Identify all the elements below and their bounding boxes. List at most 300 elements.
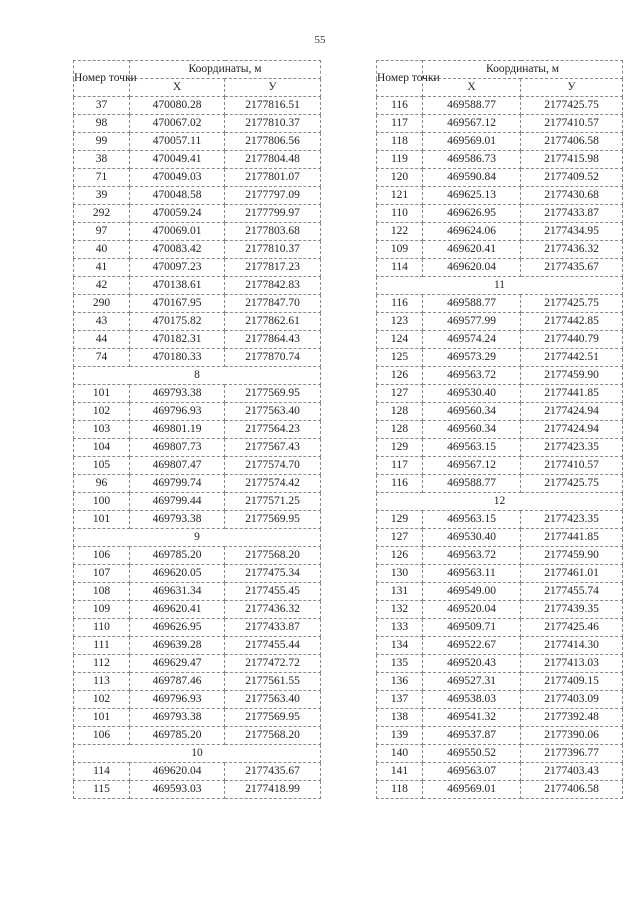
x-coordinate-cell: 469563.15: [423, 439, 521, 457]
table-row: [377, 547, 623, 565]
table-row: [74, 115, 321, 133]
point-number-cell: 102: [74, 691, 130, 709]
x-coordinate-cell: 469626.95: [130, 619, 225, 637]
point-number-cell: 106: [74, 727, 130, 745]
table-row: [74, 727, 321, 745]
y-coordinate-cell: 2177425.75: [521, 97, 623, 115]
y-coordinate-cell: 2177433.87: [225, 619, 321, 637]
point-number-cell: 132: [377, 601, 423, 619]
x-coordinate-cell: 469626.95: [423, 205, 521, 223]
y-coordinate-cell: 2177434.95: [521, 223, 623, 241]
point-number-cell: 140: [377, 745, 423, 763]
x-coordinate-cell: 469801.19: [130, 421, 225, 439]
y-coordinate-cell: 2177406.58: [521, 781, 623, 799]
x-coordinate-cell: 469588.77: [423, 97, 521, 115]
table-row: [377, 97, 623, 115]
y-coordinate-cell: 2177842.83: [225, 277, 321, 295]
y-coordinate-cell: 2177442.51: [521, 349, 623, 367]
point-number-cell: 129: [377, 511, 423, 529]
y-coordinate-cell: 2177475.34: [225, 565, 321, 583]
table-row: [74, 475, 321, 493]
y-coordinate-cell: 2177424.94: [521, 421, 623, 439]
table-row: [74, 547, 321, 565]
table-row: [377, 223, 623, 241]
x-coordinate-cell: 469560.34: [423, 421, 521, 439]
y-coordinate-cell: 2177392.48: [521, 709, 623, 727]
x-coordinate-cell: 469541.32: [423, 709, 521, 727]
point-number-cell: 141: [377, 763, 423, 781]
y-coordinate-cell: 2177568.20: [225, 727, 321, 745]
section-number: 8: [74, 367, 321, 385]
point-number-cell: 44: [74, 331, 130, 349]
x-coordinate-cell: 470138.61: [130, 277, 225, 295]
y-coordinate-cell: 2177810.37: [225, 241, 321, 259]
y-coordinate-cell: 2177862.61: [225, 313, 321, 331]
section-row: [74, 529, 321, 547]
y-coordinate-cell: 2177810.37: [225, 115, 321, 133]
x-coordinate-cell: 469785.20: [130, 547, 225, 565]
x-coordinate-cell: 469620.04: [130, 763, 225, 781]
y-coordinate-cell: 2177567.43: [225, 439, 321, 457]
x-coordinate-cell: 469567.12: [423, 457, 521, 475]
table-row: [377, 241, 623, 259]
y-coordinate-cell: 2177415.98: [521, 151, 623, 169]
y-coordinate-cell: 2177390.06: [521, 727, 623, 745]
y-coordinate-cell: 2177439.35: [521, 601, 623, 619]
point-number-cell: 126: [377, 367, 423, 385]
y-coordinate-cell: 2177409.15: [521, 673, 623, 691]
y-coordinate-cell: 2177459.90: [521, 547, 623, 565]
y-column-header: У: [225, 79, 321, 97]
coordinates-table-right: [376, 60, 623, 799]
y-coordinate-cell: 2177574.42: [225, 475, 321, 493]
x-coordinate-cell: 470083.42: [130, 241, 225, 259]
point-number-cell: 114: [377, 259, 423, 277]
x-coordinate-cell: 469796.93: [130, 691, 225, 709]
coordinates-header: Координаты, м: [423, 61, 623, 79]
point-number-cell: 42: [74, 277, 130, 295]
point-number-cell: 138: [377, 709, 423, 727]
y-coordinate-cell: 2177436.32: [225, 601, 321, 619]
table-row: [74, 709, 321, 727]
x-coordinate-cell: 469624.06: [423, 223, 521, 241]
point-number-cell: 99: [74, 133, 130, 151]
y-coordinate-cell: 2177797.09: [225, 187, 321, 205]
y-coordinate-cell: 2177423.35: [521, 511, 623, 529]
y-coordinate-cell: 2177564.23: [225, 421, 321, 439]
point-number-cell: 292: [74, 205, 130, 223]
table-header-row: [377, 61, 623, 79]
x-coordinate-cell: 470067.02: [130, 115, 225, 133]
table-row: [377, 709, 623, 727]
y-coordinate-cell: 2177396.77: [521, 745, 623, 763]
table-row: [74, 349, 321, 367]
y-coordinate-cell: 2177561.55: [225, 673, 321, 691]
section-row: [74, 367, 321, 385]
x-coordinate-cell: 470059.24: [130, 205, 225, 223]
x-coordinate-cell: 470182.31: [130, 331, 225, 349]
point-number-cell: 117: [377, 115, 423, 133]
x-coordinate-cell: 469807.47: [130, 457, 225, 475]
point-number-cell: 116: [377, 295, 423, 313]
x-coordinate-cell: 470097.23: [130, 259, 225, 277]
coordinates-table-left: [73, 60, 321, 799]
section-number: 11: [377, 277, 623, 295]
x-coordinate-cell: 469569.01: [423, 781, 521, 799]
table-row: [74, 421, 321, 439]
x-coordinate-cell: 469590.84: [423, 169, 521, 187]
table-row: [74, 619, 321, 637]
y-coordinate-cell: 2177441.85: [521, 529, 623, 547]
x-coordinate-cell: 469522.67: [423, 637, 521, 655]
x-coordinate-cell: 470049.41: [130, 151, 225, 169]
table-row: [377, 439, 623, 457]
table-row: [377, 565, 623, 583]
point-number-cell: 43: [74, 313, 130, 331]
point-number-cell: 130: [377, 565, 423, 583]
y-coordinate-cell: 2177455.44: [225, 637, 321, 655]
table-row: [74, 565, 321, 583]
point-number-cell: 110: [74, 619, 130, 637]
table-row: [377, 637, 623, 655]
x-coordinate-cell: 469537.87: [423, 727, 521, 745]
point-number-cell: 136: [377, 673, 423, 691]
table-row: [377, 457, 623, 475]
y-coordinate-cell: 2177571.25: [225, 493, 321, 511]
y-coordinate-cell: 2177435.67: [521, 259, 623, 277]
point-number-cell: 116: [377, 97, 423, 115]
point-number-cell: 37: [74, 97, 130, 115]
x-coordinate-cell: 470049.03: [130, 169, 225, 187]
point-number-cell: 110: [377, 205, 423, 223]
point-number-cell: 102: [74, 403, 130, 421]
y-coordinate-cell: 2177409.52: [521, 169, 623, 187]
point-number-cell: 74: [74, 349, 130, 367]
table-row: [74, 511, 321, 529]
x-coordinate-cell: 469799.74: [130, 475, 225, 493]
table-row: [377, 313, 623, 331]
point-number-cell: 127: [377, 385, 423, 403]
x-coordinate-cell: 469538.03: [423, 691, 521, 709]
y-coordinate-cell: 2177816.51: [225, 97, 321, 115]
x-coordinate-cell: 469807.73: [130, 439, 225, 457]
x-coordinate-cell: 469520.04: [423, 601, 521, 619]
point-number-cell: 107: [74, 565, 130, 583]
table-row: [377, 133, 623, 151]
table-row: [377, 187, 623, 205]
table-row: [377, 655, 623, 673]
y-coordinate-cell: 2177424.94: [521, 403, 623, 421]
point-number-cell: 109: [74, 601, 130, 619]
y-coordinate-cell: 2177459.90: [521, 367, 623, 385]
point-number-cell: 115: [74, 781, 130, 799]
table-row: [74, 169, 321, 187]
table-row: [74, 457, 321, 475]
table-row: [377, 349, 623, 367]
x-coordinate-cell: 469574.24: [423, 331, 521, 349]
point-number-cell: 119: [377, 151, 423, 169]
point-number-cell: 96: [74, 475, 130, 493]
table-row: [377, 295, 623, 313]
y-coordinate-cell: 2177413.03: [521, 655, 623, 673]
point-number-cell: 71: [74, 169, 130, 187]
table-row: [74, 259, 321, 277]
table-row: [377, 259, 623, 277]
y-coordinate-cell: 2177563.40: [225, 691, 321, 709]
point-number-cell: 117: [377, 457, 423, 475]
point-number-cell: 128: [377, 421, 423, 439]
point-number-cell: 137: [377, 691, 423, 709]
y-coordinate-cell: 2177406.58: [521, 133, 623, 151]
table-row: [377, 421, 623, 439]
y-coordinate-cell: 2177801.07: [225, 169, 321, 187]
x-coordinate-cell: 469586.73: [423, 151, 521, 169]
y-coordinate-cell: 2177441.85: [521, 385, 623, 403]
table-row: [377, 601, 623, 619]
x-coordinate-cell: 469530.40: [423, 529, 521, 547]
table-row: [377, 529, 623, 547]
point-number-cell: 127: [377, 529, 423, 547]
point-number-cell: 39: [74, 187, 130, 205]
point-number-cell: 125: [377, 349, 423, 367]
section-row: [377, 493, 623, 511]
table-row: [377, 385, 623, 403]
table-row: [74, 277, 321, 295]
x-coordinate-cell: 469620.41: [130, 601, 225, 619]
y-coordinate-cell: 2177847.70: [225, 295, 321, 313]
y-coordinate-cell: 2177403.09: [521, 691, 623, 709]
x-coordinate-cell: 469799.44: [130, 493, 225, 511]
x-column-header: X: [423, 79, 521, 97]
y-coordinate-cell: 2177436.32: [521, 241, 623, 259]
point-number-cell: 131: [377, 583, 423, 601]
y-coordinate-cell: 2177435.67: [225, 763, 321, 781]
x-coordinate-cell: 469785.20: [130, 727, 225, 745]
table-row: [377, 475, 623, 493]
section-row: [377, 277, 623, 295]
table-row: [377, 169, 623, 187]
point-number-cell: 129: [377, 439, 423, 457]
y-coordinate-cell: 2177425.75: [521, 295, 623, 313]
point-number-cell: 38: [74, 151, 130, 169]
table-row: [377, 781, 623, 799]
y-coordinate-cell: 2177804.48: [225, 151, 321, 169]
point-number-cell: 139: [377, 727, 423, 745]
x-coordinate-cell: 469567.12: [423, 115, 521, 133]
x-coordinate-cell: 470180.33: [130, 349, 225, 367]
y-coordinate-cell: 2177442.85: [521, 313, 623, 331]
point-number-cell: 41: [74, 259, 130, 277]
y-coordinate-cell: 2177423.35: [521, 439, 623, 457]
y-coordinate-cell: 2177806.56: [225, 133, 321, 151]
x-coordinate-cell: 469563.07: [423, 763, 521, 781]
table-row: [377, 619, 623, 637]
y-coordinate-cell: 2177403.43: [521, 763, 623, 781]
point-number-cell: 122: [377, 223, 423, 241]
x-column-header: X: [130, 79, 225, 97]
x-coordinate-cell: 469620.04: [423, 259, 521, 277]
table-row: [377, 673, 623, 691]
section-number: 10: [74, 745, 321, 763]
point-number-cell: 290: [74, 295, 130, 313]
table-header-row: [74, 61, 321, 79]
x-coordinate-cell: 469588.77: [423, 295, 521, 313]
table-row: [377, 367, 623, 385]
x-coordinate-cell: 470057.11: [130, 133, 225, 151]
table-row: [74, 673, 321, 691]
section-row: [74, 745, 321, 763]
coordinates-header: Координаты, м: [130, 61, 321, 79]
table-row: [74, 385, 321, 403]
point-number-cell: 108: [74, 583, 130, 601]
point-number-cell: 97: [74, 223, 130, 241]
y-coordinate-cell: 2177563.40: [225, 403, 321, 421]
table-row: [74, 601, 321, 619]
point-number-cell: 103: [74, 421, 130, 439]
point-number-cell: 100: [74, 493, 130, 511]
y-coordinate-cell: 2177418.99: [225, 781, 321, 799]
table-row: [74, 241, 321, 259]
y-coordinate-cell: 2177414.30: [521, 637, 623, 655]
x-coordinate-cell: 469593.03: [130, 781, 225, 799]
x-coordinate-cell: 469530.40: [423, 385, 521, 403]
table-row: [74, 439, 321, 457]
y-coordinate-cell: 2177455.74: [521, 583, 623, 601]
section-number: 12: [377, 493, 623, 511]
y-column-header: У: [521, 79, 623, 97]
x-coordinate-cell: 469520.43: [423, 655, 521, 673]
x-coordinate-cell: 470048.58: [130, 187, 225, 205]
y-coordinate-cell: 2177433.87: [521, 205, 623, 223]
point-number-cell: 114: [74, 763, 130, 781]
y-coordinate-cell: 2177569.95: [225, 511, 321, 529]
x-coordinate-cell: 469631.34: [130, 583, 225, 601]
table-row: [74, 493, 321, 511]
x-coordinate-cell: 470167.95: [130, 295, 225, 313]
table-row: [377, 331, 623, 349]
y-coordinate-cell: 2177803.68: [225, 223, 321, 241]
y-coordinate-cell: 2177864.43: [225, 331, 321, 349]
page-number: 55: [314, 34, 326, 46]
point-number-cell: 128: [377, 403, 423, 421]
y-coordinate-cell: 2177425.46: [521, 619, 623, 637]
point-number-cell: 116: [377, 475, 423, 493]
point-number-cell: 104: [74, 439, 130, 457]
point-number-cell: 111: [74, 637, 130, 655]
table-row: [74, 763, 321, 781]
x-coordinate-cell: 469793.38: [130, 709, 225, 727]
y-coordinate-cell: 2177817.23: [225, 259, 321, 277]
x-coordinate-cell: 469509.71: [423, 619, 521, 637]
table-row: [377, 745, 623, 763]
x-coordinate-cell: 469639.28: [130, 637, 225, 655]
section-number: 9: [74, 529, 321, 547]
x-coordinate-cell: 470080.28: [130, 97, 225, 115]
point-number-cell: 113: [74, 673, 130, 691]
point-number-cell: 105: [74, 457, 130, 475]
y-coordinate-cell: 2177569.95: [225, 709, 321, 727]
point-number-cell: 126: [377, 547, 423, 565]
table-row: [74, 223, 321, 241]
table-row: [74, 151, 321, 169]
table-row: [74, 655, 321, 673]
table-row: [74, 691, 321, 709]
point-number-header: Номер точки: [377, 61, 423, 97]
point-number-header: Номер точки: [74, 61, 130, 97]
x-coordinate-cell: 469625.13: [423, 187, 521, 205]
point-number-cell: 101: [74, 385, 130, 403]
y-coordinate-cell: 2177799.97: [225, 205, 321, 223]
x-coordinate-cell: 469560.34: [423, 403, 521, 421]
table-body: [74, 97, 321, 799]
x-coordinate-cell: 469569.01: [423, 133, 521, 151]
table-row: [377, 115, 623, 133]
point-number-cell: 124: [377, 331, 423, 349]
point-number-cell: 135: [377, 655, 423, 673]
y-coordinate-cell: 2177430.68: [521, 187, 623, 205]
point-number-cell: 98: [74, 115, 130, 133]
point-number-cell: 112: [74, 655, 130, 673]
table-row: [377, 763, 623, 781]
point-number-cell: 133: [377, 619, 423, 637]
x-coordinate-cell: 469620.41: [423, 241, 521, 259]
x-coordinate-cell: 469793.38: [130, 511, 225, 529]
y-coordinate-cell: 2177455.45: [225, 583, 321, 601]
x-coordinate-cell: 469563.72: [423, 367, 521, 385]
table-row: [377, 691, 623, 709]
point-number-cell: 109: [377, 241, 423, 259]
y-coordinate-cell: 2177569.95: [225, 385, 321, 403]
table-row: [377, 583, 623, 601]
y-coordinate-cell: 2177461.01: [521, 565, 623, 583]
x-coordinate-cell: 470069.01: [130, 223, 225, 241]
table-row: [377, 403, 623, 421]
table-row: [74, 133, 321, 151]
table-row: [74, 313, 321, 331]
table-row: [74, 583, 321, 601]
table-row: [74, 295, 321, 313]
x-coordinate-cell: 469588.77: [423, 475, 521, 493]
x-coordinate-cell: 469629.47: [130, 655, 225, 673]
y-coordinate-cell: 2177410.57: [521, 115, 623, 133]
point-number-cell: 120: [377, 169, 423, 187]
point-number-cell: 134: [377, 637, 423, 655]
y-coordinate-cell: 2177472.72: [225, 655, 321, 673]
x-coordinate-cell: 469573.29: [423, 349, 521, 367]
table-body: [377, 97, 623, 799]
point-number-cell: 40: [74, 241, 130, 259]
x-coordinate-cell: 469620.05: [130, 565, 225, 583]
x-coordinate-cell: 469550.52: [423, 745, 521, 763]
x-coordinate-cell: 469787.46: [130, 673, 225, 691]
point-number-cell: 101: [74, 511, 130, 529]
table-row: [74, 331, 321, 349]
x-coordinate-cell: 469549.00: [423, 583, 521, 601]
point-number-cell: 101: [74, 709, 130, 727]
point-number-cell: 123: [377, 313, 423, 331]
table-row: [377, 205, 623, 223]
x-coordinate-cell: 469793.38: [130, 385, 225, 403]
y-coordinate-cell: 2177440.79: [521, 331, 623, 349]
y-coordinate-cell: 2177574.70: [225, 457, 321, 475]
point-number-cell: 106: [74, 547, 130, 565]
table-row: [74, 97, 321, 115]
y-coordinate-cell: 2177410.57: [521, 457, 623, 475]
point-number-cell: 121: [377, 187, 423, 205]
table-row: [74, 781, 321, 799]
point-number-cell: 118: [377, 781, 423, 799]
table-row: [377, 511, 623, 529]
